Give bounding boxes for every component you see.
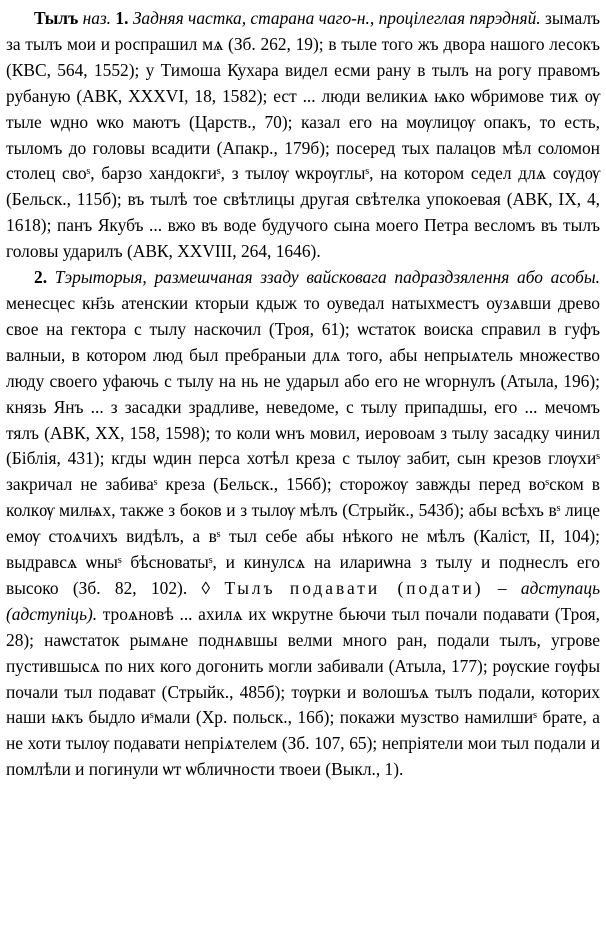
phrase-dash: –	[497, 577, 507, 598]
sense-1-paragraph	[6, 6, 600, 265]
sense-number: 2.	[34, 267, 48, 288]
sense-definition: Тэрыторыя, размешчаная ззаду вайсковага падраздзялення або асобы.	[54, 267, 600, 288]
sense-2-paragraph	[6, 265, 600, 783]
dictionary-entry	[6, 6, 600, 783]
phrase-head: Тылъ	[224, 577, 276, 598]
phrase-citations: троѧновѣ ... ахилѧ их ѡкрутне бьючи тыл почали подавати (Троя, 28); наѡстаток рымѧне поднѧвшы велми много ран, подали тылъ, угрове пустившысѧ по них кого догонить могли забивали (Атыла, 177); рѹские гѹфы почали тыл подават (Стрыйк., 485б); тѹрки и волошъѧ тылъ подали, которих наши ѩкъ быдло иˢмали (Хр. польск., 16б); покажи музство намилшиˢ брате, а не хоти тылѹ подавати непріѧтелем (Зб. 107, 65); непріятели мои тыл подали и помлѣли и погинули ѡт ѡбличности твоеи (Выкл., 1).	[6, 603, 600, 780]
grammar-label: наз.	[82, 8, 112, 28]
phrase-tail: подавати (подати)	[289, 577, 484, 598]
sense-definition: Задняя частка, старана чаго-н., процілеглая пярэдняй.	[132, 8, 541, 28]
sense-citations: менесцес кн҃зь атенскии кторыи кдыж то оуведал натыхместъ оузѧвши древо свое на гектора с тылу наскочил (Троя, 61); ѡстаток воиска справил в гуфъ валныи, в котором люд был пребраныи длѧ того, абы непрыѧтель множество люду своего уфаючь с тылу на нь не ударыл або его не ѡгорнулъ (Атыла, 196); князь Янъ ... з засадки зрадливе, неведоме, с тылу припадшы, его ... мечомъ тялъ (АВК, XX, 158, 1598); то коли ѡнъ мовил, иеровоам з тылу засадку чинил (Біблія, 431); кгды ѡдин перса хотѣл креза с тылѹ забит, сын крезов глѹхиˢ закричал не забиваˢ креза (Бельск., 156б); сторожѹ завжды перед воˢском в колкѹ милѩх, также з боков и з тылѹ мѣлъ (Стрыйк., 543б); абы всѣхъ вˢ лице емѹ стоѧчихъ видѣлъ, а вˢ тыл себе абы нѣкого не мѣлъ (Каліст, II, 104); выдравсѧ ѡныˢ бѣсноватыˢ, и кинулсѧ на илариѡна з тылу и поднеслъ его высоко (Зб. 82, 102).	[6, 292, 600, 598]
phrase-meaning: адступаць (адступіць).	[6, 577, 600, 624]
phrase-marker: ◊	[201, 577, 211, 598]
sense-number: 1.	[115, 8, 129, 28]
headword: Тылъ	[34, 8, 79, 28]
sense-citations: зымалъ за тылъ мои и роспрашил мѧ (Зб. 262, 19); в тыле того жъ двора нашого лесокъ (КВС, 564, 1552); у Тимоша Кухара видел есми рану в тылъ на рогу правомъ рубаную (АВК, XXXVI, 18, 1582); ест ... люди великиѧ ѩко ѡбримове тиѫ ѹ тыле ѡдно ѡко маютъ (Царств., 70); казал его на мѹлицѹ опакъ, то есть, тыломъ до головы всадити (Апакр., 179б); посеред тых палацов мѣл соломон столец своˢ, барзо хандокгиˢ, з тылѹ ѡкрѹглыˢ, на котором седел длѧ сѹдѹ (Бельск., 115б); въ тылѣ тое свѣтлицы другая свѣтелка упокоевая (АВК, IX, 4, 1618); панъ Якубъ ... вжо въ воде будучого сына моего Петра весломъ въ тылъ головы ударилъ (АВК, XXVIII, 264, 1646).	[6, 8, 601, 262]
